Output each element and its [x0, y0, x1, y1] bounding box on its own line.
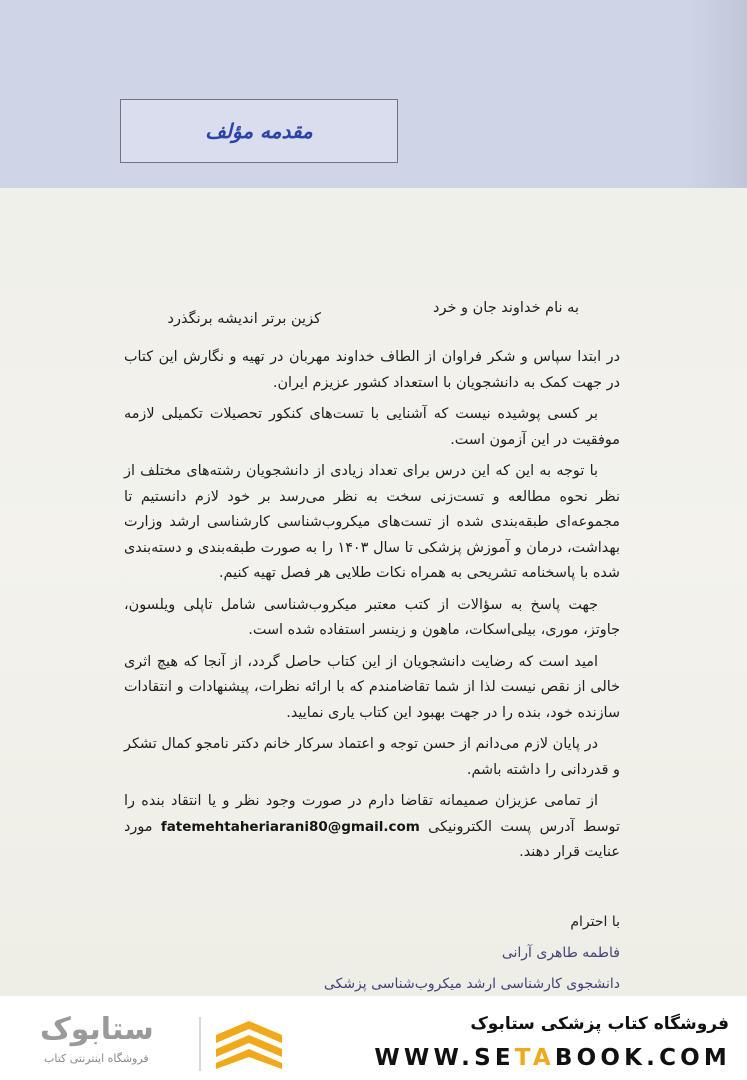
contact-text: از تمامی عزیزان صمیمانه تقاضا دارم در صورت وجود نظر و یا انتقاد بنده را توسط آدرس پست الکترونیکی [124, 793, 620, 835]
poem-line-1: به نام خداوند جان و خرد [433, 300, 579, 316]
store-name: فروشگاه کتاب پزشکی ستابوک [470, 1014, 729, 1034]
logo-wordmark: ستابوک [40, 1012, 154, 1047]
url-part: WWW.SE [374, 1045, 515, 1071]
paragraph: امید است که رضایت دانشجویان از این کتاب حاصل گردد، از آنجا که هیچ اثری خالی از نقص نیست لذا از شما تقاضامندم که با ارائه نظرات، پیشنهادات و انتقادات سازنده خود، بنده را در جهت بهبود این کتاب یاری نمایید. [124, 653, 620, 721]
paragraph: جهت پاسخ به سؤالات از کتب معتبر میکروب‌شناسی شامل تاپلی ویلسون، جاوتز، موری، بیلی‌اسکات، ماهون و زینسر استفاده شده است. [124, 596, 620, 638]
signature-closing: با احترام [570, 914, 620, 930]
paragraph: در ابتدا سپاس و شکر فراوان از الطاف خداوند مهربان در تهیه و نگارش این کتاب در جهت کمک به دانشجویان با استعداد کشور عزیزم ایران. [124, 349, 620, 391]
author-name: فاطمه طاهری آرانی [501, 945, 620, 961]
url-part: BOOK.COM [554, 1045, 731, 1071]
setabook-logo-icon [210, 1017, 288, 1071]
title-box [120, 99, 398, 163]
signature-block [124, 907, 620, 996]
page-title: مقدمه مؤلف [205, 119, 313, 143]
poem-line-2: کزین برتر اندیشه برنگذرد [167, 311, 321, 327]
preface-body [124, 345, 620, 872]
paragraph: بر کسی پوشیده نیست که آشنایی با تست‌های کنکور تحصیلات تکمیلی لازمه موفقیت در این آزمون است. [124, 406, 620, 448]
logo-tagline: فروشگاه اینترنتی کتاب [44, 1052, 149, 1065]
author-email: fatemehtaheriarani80@gmail.com [160, 818, 420, 835]
header-band [0, 0, 747, 188]
logo-divider [199, 1017, 201, 1071]
contact-paragraph [124, 789, 620, 866]
author-role: دانشجوی کارشناسی ارشد میکروب‌شناسی پزشکی [323, 976, 620, 992]
contact-text-end: مورد عنایت قرار دهند. [124, 818, 620, 860]
url-accent: TA [514, 1045, 555, 1071]
store-url-link[interactable] [374, 1045, 731, 1071]
paragraph: در پایان لازم می‌دانم از حسن توجه و اعتماد سرکار خانم دکتر نامجو کمال تشکر و قدردانی را داشته باشم. [124, 736, 620, 778]
paragraph: با توجه به این که این درس برای تعداد زیادی از دانشجویان رشته‌های مختلف از نظر نحوه مطالعه و تست‌زنی سخت به نظر می‌رسد بر خود لازم دانستیم تا مجموعه‌ای طبقه‌بندی شده از تست‌های میکروب‌شناسی کارشناسی ارشد وزارت بهداشت، درمان و آموزش پزشکی تا سال ۱۴۰۳ را به صورت طبقه‌بندی و دسته‌بندی شده با پاسخنامه تشریحی به همراه نکات طلایی هر فصل تهیه کنیم. [124, 463, 620, 581]
